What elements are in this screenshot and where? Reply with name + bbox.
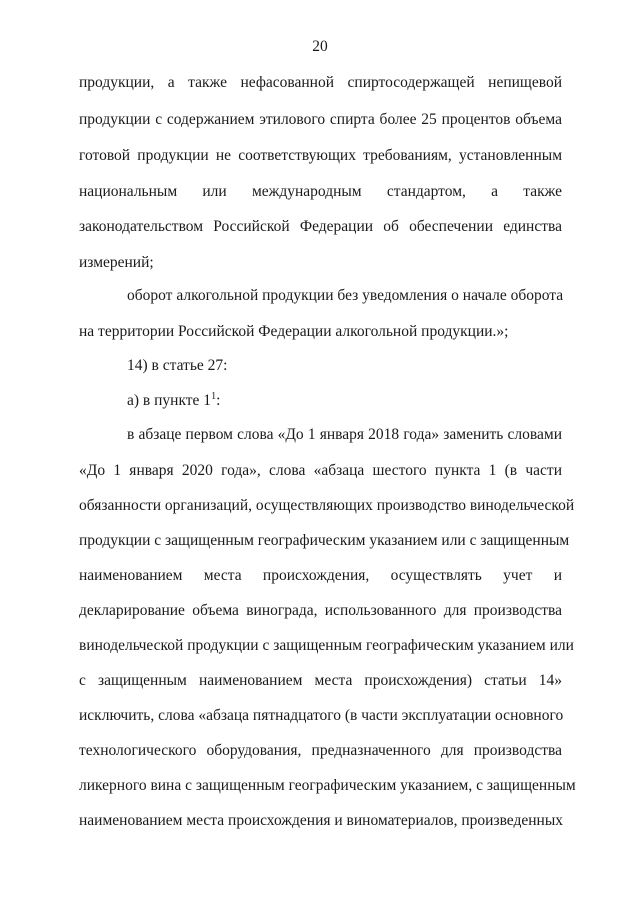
page-number: 20 (312, 38, 328, 55)
text-line: продукции, а также нефасованной спиртосодержащей непищевой (79, 74, 562, 91)
text-line: обязанности организаций, осуществляющих производство винодельческой (79, 497, 575, 514)
text-line: технологического оборудования, предназначенного для производства (79, 742, 562, 759)
text-line: исключить, слова «абзаца пятнадцатого (в части эксплуатации основного (79, 707, 564, 724)
text-line: законодательством Российской Федерации об обеспечении единства (79, 218, 562, 235)
text-line: измерений; (79, 254, 154, 271)
text-line: в абзаце первом слова «До 1 января 2018 года» заменить словами (127, 426, 562, 443)
text-line: продукции с защищенным географическим указанием или с защищенным (79, 532, 570, 549)
text-line: наименованием места происхождения и виноматериалов, произведенных (79, 812, 563, 829)
text-line: «До 1 января 2020 года», слова «абзаца шестого пункта 1 (в части (79, 462, 562, 479)
point-label: а) в пункте 1 (127, 392, 212, 409)
text-line: продукции с содержанием этилового спирта более 25 процентов объема (79, 111, 562, 128)
text-line: оборот алкогольной продукции без уведомления о начале оборота (127, 287, 564, 304)
text-line: с защищенным наименованием места происхождения) статьи 14» (79, 672, 562, 689)
text-line: национальным или международным стандартом, а также (79, 183, 562, 200)
text-line: декларирование объема винограда, использованного для производства (79, 602, 562, 619)
superscript: 1 (211, 391, 217, 402)
text-line: готовой продукции не соответствующих требованиям, установленным (79, 147, 562, 164)
text-line: винодельческой продукции с защищенным географическим указанием или (79, 637, 574, 654)
text-line: ликерного вина с защищенным географическим указанием, с защищенным (79, 777, 576, 794)
text-line: наименованием места происхождения, осуществлять учет и (79, 567, 562, 584)
text-line: на территории Российской Федерации алкогольной продукции.»; (79, 323, 509, 340)
point-colon: : (216, 392, 221, 409)
text-line (127, 391, 562, 411)
text-line: 14) в статье 27: (127, 357, 228, 374)
